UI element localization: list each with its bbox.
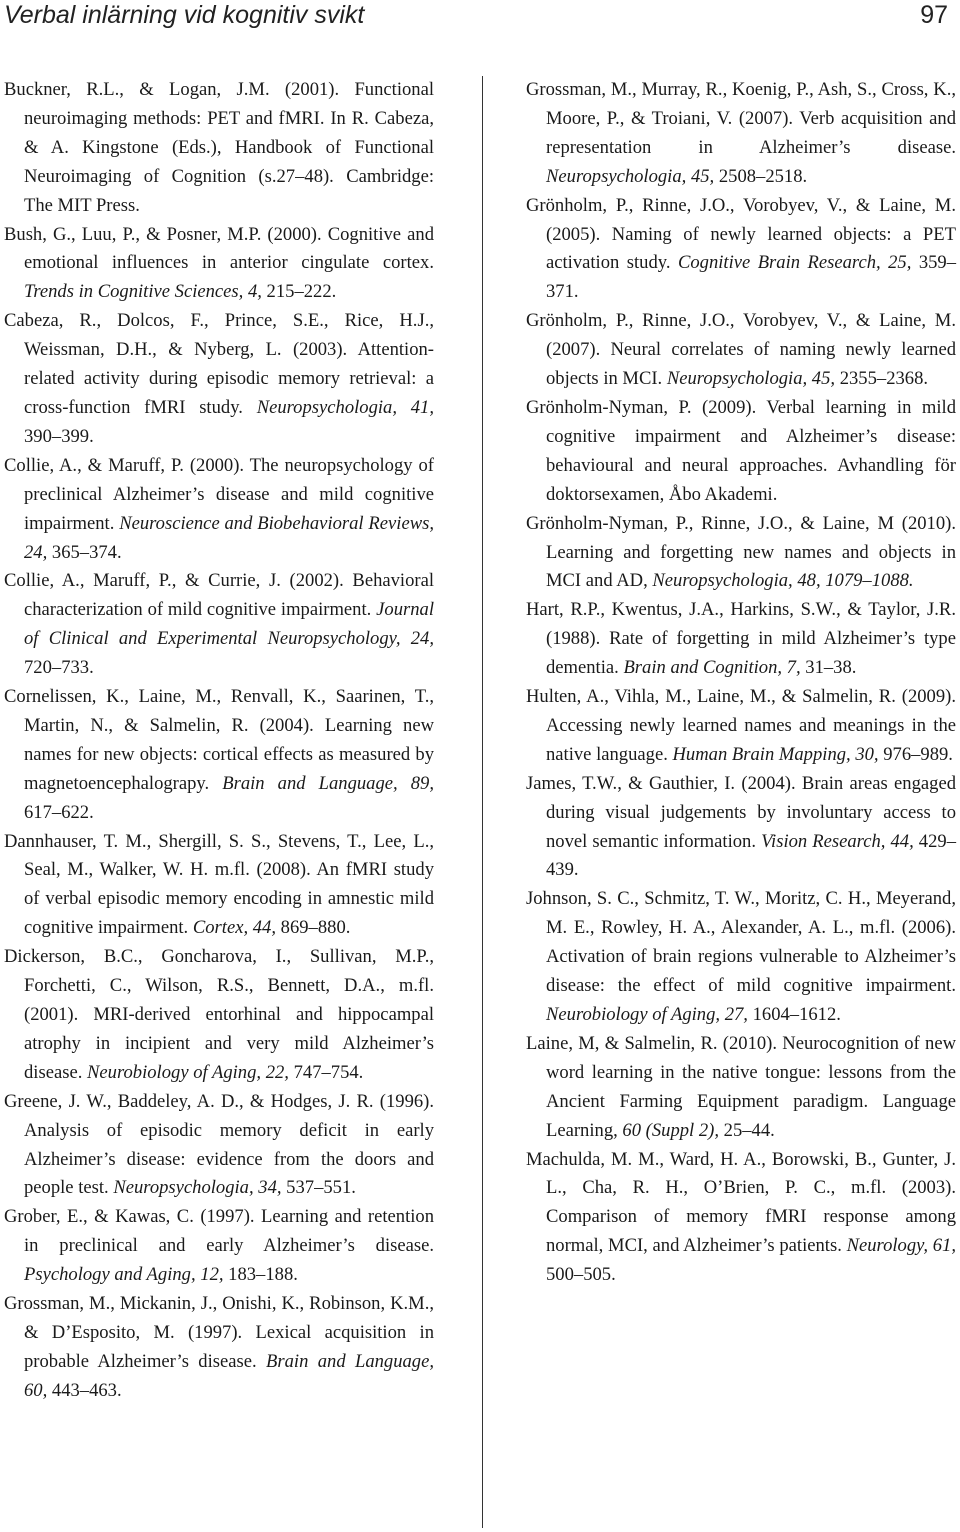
reference-post-text: 183–188. <box>223 1264 298 1286</box>
reference-ital-text: Neuropsychologia, 34, <box>113 1177 282 1199</box>
reference-pre-text: Laine, M, & Salmelin, R. (2010). Neurocognition of new word learning in the native tongue: lessons from the Ancient Farming Equipment paradigm. Language Learning, <box>526 1032 956 1141</box>
reference-ital-text: Brain and Cognition, 7, <box>623 657 801 679</box>
reference-pre-text: Grönholm, P., Rinne, J.O., Vorobyev, V., & Laine, M. (2007). Neural correlates of naming newly learned objects in MCI. <box>526 310 956 390</box>
reference-pre-text: Collie, A., Maruff, P., & Currie, J. (2002). Behavioral characterization of mild cognitive impairment. <box>4 570 434 621</box>
reference-ital-text: Neurobiology of Aging, 22, <box>87 1061 289 1083</box>
reference-post-text: 390–399. <box>24 425 94 447</box>
reference-ital-text: Neuropsychologia, 48, 1079–1088. <box>652 570 914 592</box>
reference-post-text: 2355–2368. <box>835 368 929 390</box>
reference-ital-text: Neuropsychologia, 45, <box>666 368 836 390</box>
reference-ital-text: Brain and Language, 60, <box>24 1350 434 1401</box>
reference-pre-text: Collie, A., & Maruff, P. (2000). The neuropsychology of preclinical Alzheimer’s disease and mild cognitive impairment. <box>4 454 434 534</box>
reference-ital-text: Psychology and Aging, 12, <box>24 1264 224 1286</box>
reference-entry <box>4 452 434 568</box>
reference-post-text: 359–371. <box>546 252 956 303</box>
reference-post-text: 1604–1612. <box>747 1004 841 1025</box>
reference-entry <box>4 683 434 828</box>
reference-entry <box>4 943 434 1088</box>
reference-ital-text: Neurobiology of Aging, 27, <box>546 1004 748 1025</box>
reference-entry <box>4 307 434 452</box>
reference-ital-text: Cognitive Brain Research, 25, <box>677 252 912 274</box>
reference-pre-text: Grossman, M., Mickanin, J., Onishi, K., Robinson, K.M., & D’Esposito, M. (1997). Lexical acquisition in probable Alzheimer’s disease. <box>4 1293 434 1372</box>
reference-entry <box>526 1146 956 1291</box>
reference-column-left <box>4 76 434 1406</box>
reference-entry <box>526 596 956 683</box>
reference-ital-text: Human Brain Mapping, 30, <box>672 743 879 765</box>
reference-pre-text: Grober, E., & Kawas, C. (1997). Learning and retention in preclinical and early Alzheimer’s disease. <box>4 1206 434 1257</box>
reference-ital-text: Neuropsychologia, 45, <box>546 165 715 187</box>
column-divider <box>482 76 483 1528</box>
reference-post-text: 429–439. <box>546 830 956 881</box>
reference-pre-text: Hulten, A., Vihla, M., Laine, M., & Salmelin, R. (2009). Accessing newly learned names and meanings in the native language. <box>526 686 956 765</box>
reference-post-text: 215–222. <box>261 281 337 303</box>
reference-entry <box>4 567 434 683</box>
reference-ital-text: Cortex, 44, <box>192 917 277 939</box>
reference-post-text: 747–754. <box>288 1061 364 1083</box>
reference-post-text: 443–463. <box>47 1379 122 1401</box>
reference-ital-text: Trends in Cognitive Sciences, 4, <box>24 281 262 303</box>
reference-pre-text: Grönholm, P., Rinne, J.O., Vorobyev, V., & Laine, M. (2005). Naming of newly learned objects: a PET activation study. <box>526 194 956 274</box>
reference-entry <box>4 221 434 308</box>
reference-pre-text: Dickerson, B.C., Goncharova, I., Sullivan, M.P., Forchetti, C., Wilson, R.S., Bennett, D.A., m.fl. (2001). MRI-derived entorhinal and hippocampal atrophy in incipient and very mild Alzheimer’s disease. <box>4 946 434 1083</box>
reference-pre-text: Bush, G., Luu, P., & Posner, M.P. (2000). Cognitive and emotional influences in anterior cingulate cortex. <box>4 223 434 274</box>
reference-pre-text: Grossman, M., Murray, R., Koenig, P., Ash, S., Cross, K., Moore, P., & Troiani, V. (2007). Verb acquisition and representation in Alzheimer’s disease. <box>526 79 956 158</box>
reference-ital-text: Journal of Clinical and Experimental Neuropsychology, 24, <box>24 599 434 650</box>
reference-pre-text: Machulda, M. M., Ward, H. A., Borowski, B., Gunter, J. L., Cha, R. H., O’Brien, P. C., m.fl. (2003). Comparison of memory fMRI response among normal, MCI, and Alzheimer’s patients. <box>526 1148 956 1257</box>
reference-entry <box>526 1030 956 1146</box>
reference-post-text: 365–374. <box>47 541 122 563</box>
reference-entry <box>4 76 434 221</box>
reference-ital-text: Neuroscience and Biobehavioral Reviews, 24, <box>24 512 434 563</box>
reference-post-text: 2508–2518. <box>714 165 808 187</box>
reference-pre-text: Johnson, S. C., Schmitz, T. W., Moritz, C. H., Meyerand, M. E., Rowley, H. A., Alexander, A. L., m.fl. (2006). Activation of brain regions vulnerable to Alzheimer’s disease: the effect of mild cognitive impairment. <box>526 888 956 997</box>
reference-pre-text: Cabeza, R., Dolcos, F., Prince, S.E., Rice, H.J., Weissman, D.H., & Nyberg, L. (2003). Attention-related activity during episodic memory retrieval: a cross-function fMRI study. <box>4 310 434 418</box>
reference-pre-text: Grönholm-Nyman, P. (2009). Verbal learning in mild cognitive impairment and Alzheimer’s disease: behavioural and neural approaches. Avhandling för doktorsexamen, Åbo Akademi. <box>526 396 956 505</box>
page-number: 97 <box>920 1 948 29</box>
reference-entry <box>526 307 956 394</box>
reference-entry <box>526 770 956 886</box>
reference-ital-text: Neurology, 61, <box>846 1235 956 1257</box>
reference-entry <box>526 76 956 192</box>
reference-pre-text: Grönholm-Nyman, P., Rinne, J.O., & Laine, M (2010). Learning and forgetting new names and objects in MCI and AD, <box>526 512 956 592</box>
reference-pre-text: Greene, J. W., Baddeley, A. D., & Hodges, J. R. (1996). Analysis of episodic memory deficit in early Alzheimer’s disease: evidence from the doors and people test. <box>4 1090 434 1199</box>
reference-entry <box>526 885 956 1030</box>
reference-pre-text: Cornelissen, K., Laine, M., Renvall, K., Saarinen, T., Martin, N., & Salmelin, R. (2004). Learning new names for new objects: cortical effects as measured by magnetoencephalograpy. <box>4 686 434 794</box>
reference-pre-text: Buckner, R.L., & Logan, J.M. (2001). Functional neuroimaging methods: PET and fMRI. In R. Cabeza, & A. Kingstone (Eds.), Handbook of Functional Neuroimaging of Cognition (s.27–48). Cambridge: The MIT Press. <box>4 79 434 216</box>
reference-entry <box>526 394 956 510</box>
reference-post-text: 976–989. <box>878 743 953 765</box>
reference-entry <box>4 1088 434 1204</box>
reference-column-right <box>526 76 956 1290</box>
reference-entry <box>4 1203 434 1290</box>
reference-post-text: 869–880. <box>276 917 351 939</box>
reference-entry <box>4 1290 434 1406</box>
reference-post-text: 617–622. <box>24 801 94 823</box>
reference-ital-text: Brain and Language, 89, <box>222 772 434 794</box>
reference-ital-text: Neuropsychologia, 41, <box>256 396 434 418</box>
reference-ital-text: Vision Research, 44, <box>761 830 914 852</box>
page-header <box>0 0 960 44</box>
reference-post-text: 500–505. <box>546 1264 616 1286</box>
reference-post-text: 537–551. <box>281 1177 356 1199</box>
reference-post-text: 25–44. <box>719 1119 775 1141</box>
running-title: Verbal inlärning vid kognitiv svikt <box>4 1 365 29</box>
reference-post-text: 31–38. <box>800 657 857 679</box>
reference-entry <box>4 828 434 944</box>
reference-pre-text: Dannhauser, T. M., Shergill, S. S., Stevens, T., Lee, L., Seal, M., Walker, W. H. m.fl. (2008). An fMRI study of verbal episodic memory encoding in amnestic mild cognitive impairment. <box>4 830 434 939</box>
reference-entry <box>526 683 956 770</box>
reference-pre-text: Hart, R.P., Kwentus, J.A., Harkins, S.W., & Taylor, J.R. (1988). Rate of forgetting in mild Alzheimer’s type dementia. <box>526 599 956 679</box>
reference-entry <box>526 192 956 308</box>
reference-post-text: 720–733. <box>24 657 94 679</box>
reference-entry <box>526 510 956 597</box>
reference-pre-text: James, T.W., & Gauthier, I. (2004). Brain areas engaged during visual judgements by involuntary access to novel semantic information. <box>526 772 956 852</box>
reference-ital-text: 60 (Suppl 2), <box>622 1119 719 1141</box>
